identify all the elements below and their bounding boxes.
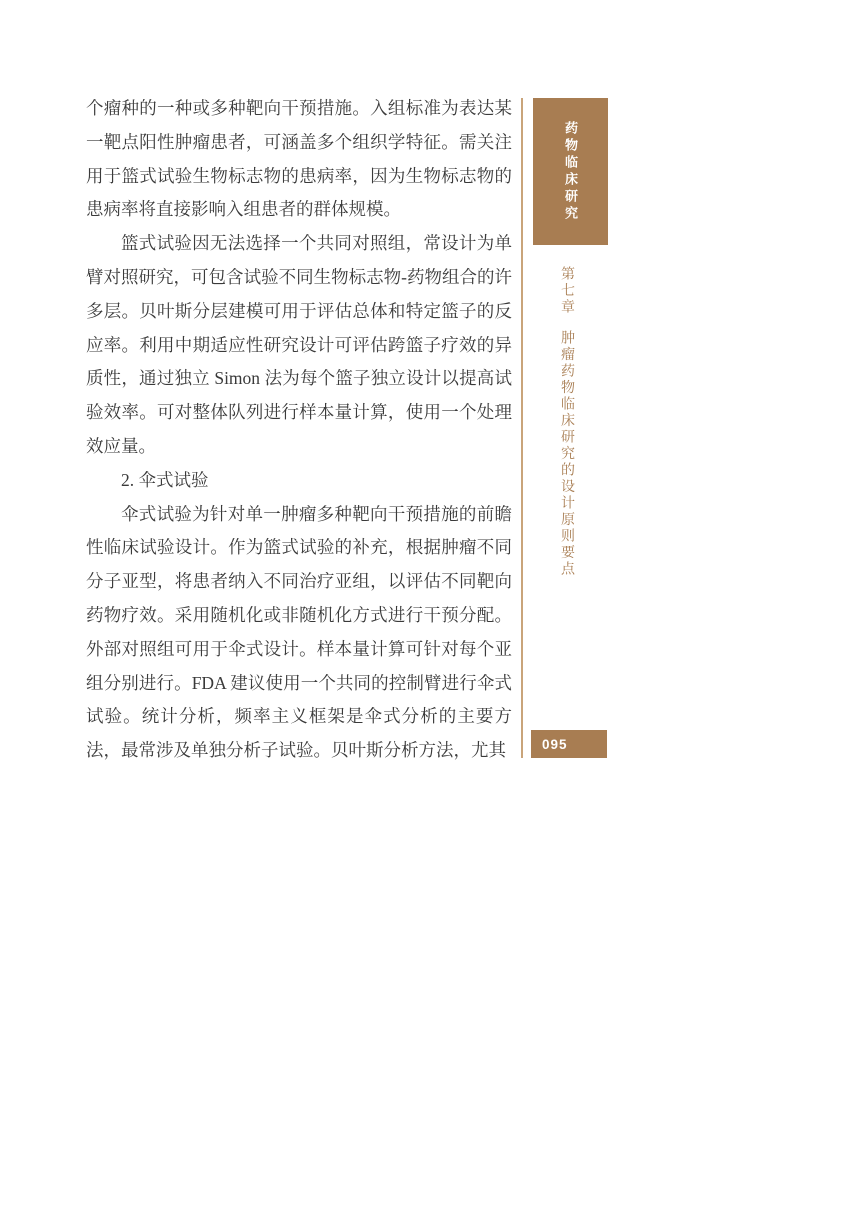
chapter-heading [558, 266, 574, 586]
sidebar-divider-line [521, 98, 523, 758]
paragraph-basket-design: 篮式试验因无法选择一个共同对照组，常设计为单臂对照研究，可包含试验不同生物标志物-药物组合的许多层。贝叶斯分层建模可用于评估总体和特定篮子的反应率。利用中期适应性研究设计可评估跨篮子疗效的异质性，通过独立 Simon 法为每个篮子独立设计以提高试验效率。可对整体队列进行样本量计算，使用一个处理效应量。 [86, 233, 512, 456]
page-number-badge [531, 730, 607, 758]
chapter-number: 第七章 [559, 266, 574, 316]
book-title-tab [533, 98, 608, 245]
paragraph-umbrella-design: 伞式试验为针对单一肿瘤多种靶向干预措施的前瞻性临床试验设计。作为篮式试验的补充，根据肿瘤不同分子亚型，将患者纳入不同治疗亚组，以评估不同靶向药物疗效。采用随机化或非随机化方式进行干预分配。外部对照组可用于伞式设计。样本量计算可针对每个亚组分别进行。FDA 建议使用一个共同的控制臂进行伞式试验。统计分析，频率主义框架是伞式分析的主要方法，最常涉及单独分析子试验。贝叶斯分析方法，尤其 [86, 503, 512, 761]
book-title-vertical-text: 药物临床研究 [563, 120, 578, 223]
main-text [86, 92, 512, 768]
chapter-title: 肿瘤药物临床研究的设计原则要点 [559, 329, 574, 577]
section-heading-umbrella: 2. 伞式试验 [121, 469, 209, 490]
page-number: 095 [542, 736, 568, 752]
paragraph-continued: 个瘤种的一种或多种靶向干预措施。入组标准为表达某一靶点阳性肿瘤患者，可涵盖多个组织学特征。需关注用于篮式试验生物标志物的患病率，因为生物标志物的患病率将直接影响入组患者的群体规模。 [86, 98, 512, 220]
